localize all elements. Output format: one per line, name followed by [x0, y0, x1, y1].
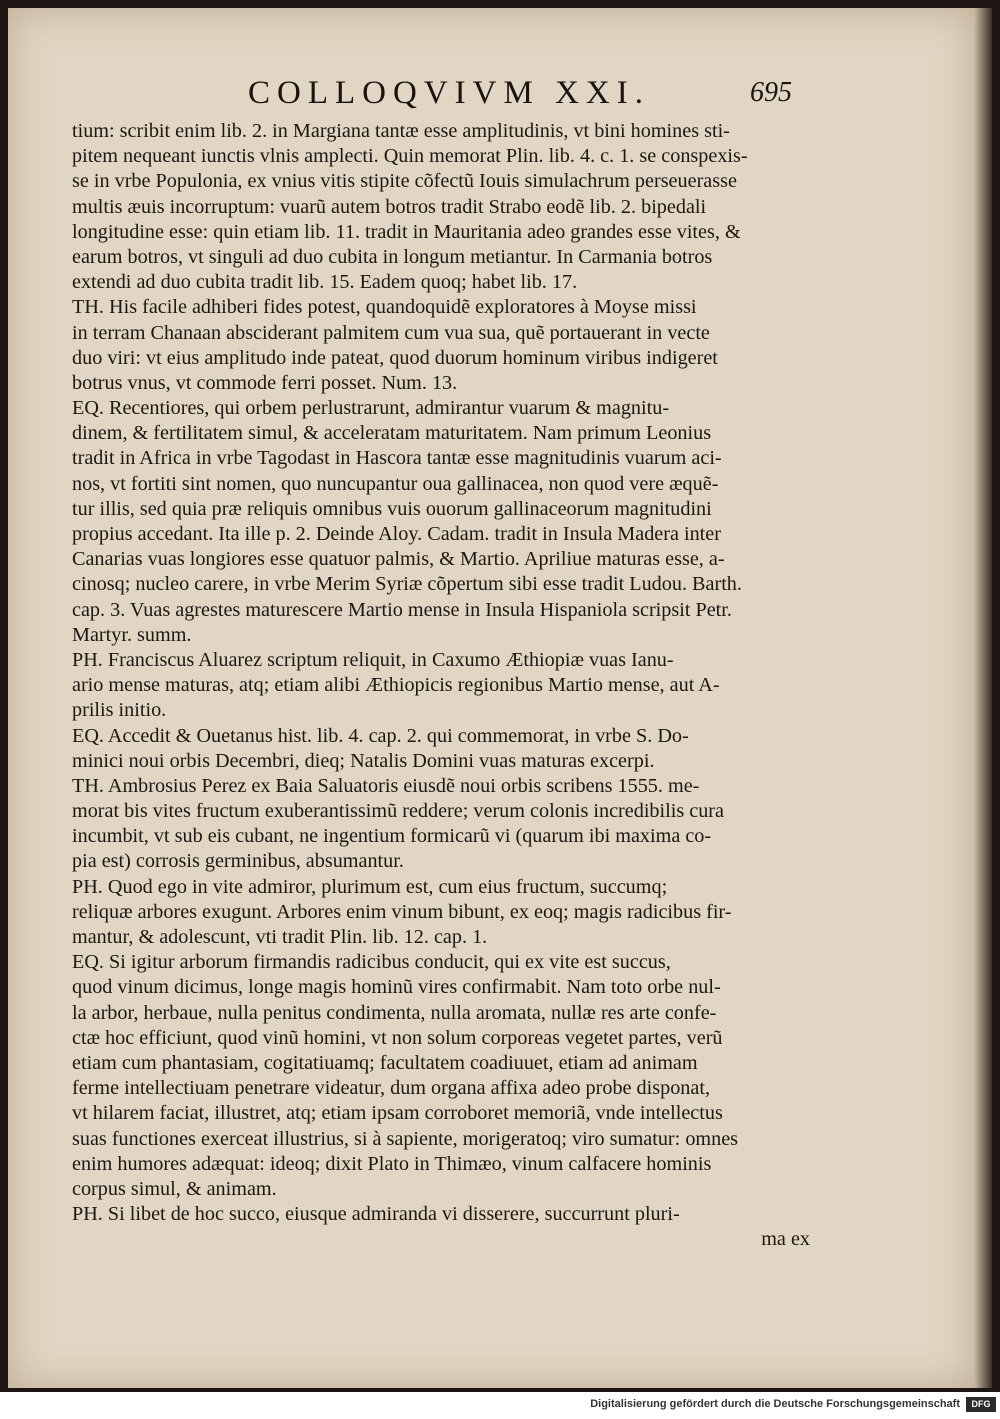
text-line: dinem, & fertilitatem simul, & acceleratam maturitatem. Nam primum Leonius: [72, 422, 712, 445]
text-line: ario mense maturas, atq; etiam alibi Æthiopicis regionibus Martio mense, aut A-: [72, 674, 720, 697]
text-line: EQ. Si igitur arborum firmandis radicibus conducit, qui ex vite est succus,: [72, 951, 671, 974]
page-header: [248, 75, 808, 119]
text-line: ferme intellectiuam penetrare videatur, dum organa affixa adeo probe disponat,: [72, 1077, 711, 1100]
text-line: reliquæ arbores exugunt. Arbores enim vinum bibunt, ex eoq; magis radicibus fir-: [72, 900, 732, 923]
body-text: [72, 119, 810, 1252]
text-line: etiam cum phantasiam, cogitatiuamq; facultatem coadiuuet, etiam ad animam: [72, 1051, 698, 1074]
text-line: TH. His facile adhiberi fides potest, quandoquidẽ exploratores à Moyse missi: [72, 296, 697, 319]
dfg-logo-icon: DFG: [966, 1397, 996, 1412]
text-line: EQ. Recentiores, qui orbem perlustrarunt, admirantur vuarum & magnitu-: [72, 397, 670, 420]
running-head: COLLOQVIVM XXI.: [248, 75, 650, 111]
text-line: la arbor, herbaue, nulla penitus condimenta, nulla aromata, nullæ res arte confe-: [72, 1001, 717, 1024]
text-line: pitem nequeant iunctis vlnis amplecti. Quin memorat Plin. lib. 4. c. 1. se conspexis-: [72, 145, 748, 168]
page-number: 695: [750, 77, 792, 108]
text-line: propius accedant. Ita ille p. 2. Deinde Aloy. Cadam. tradit in Insula Madera inter: [72, 523, 721, 545]
text-line: tium: scribit enim lib. 2. in Margiana tantæ esse amplitudinis, vt bini homines sti-: [72, 120, 730, 142]
text-line: vt hilarem faciat, illustret, atq; etiam ipsam corroboret memoriã, vnde intellectus: [72, 1102, 723, 1125]
text-line: nos, vt fortiti sint nomen, quo nuncupantur oua gallinacea, non quod vere æquẽ-: [72, 472, 719, 495]
text-line: minici noui orbis Decembri, dieq; Natalis Domini vuas maturas excerpi.: [72, 749, 655, 772]
text-line: botrus vnus, vt commode ferri posset. Num. 13.: [72, 371, 458, 394]
text-line: cap. 3. Vuas agrestes maturescere Martio mense in Insula Hispaniola scripsit Petr.: [72, 598, 732, 621]
text-line: Martyr. summ.: [72, 623, 192, 646]
text-line: EQ. Accedit & Ouetanus hist. lib. 4. cap. 2. qui commemorat, in vrbe S. Do-: [72, 724, 689, 747]
text-line: earum botros, vt singuli ad duo cubita in longum metiantur. In Carmania botros: [72, 245, 713, 268]
text-line: multis æuis incorruptum: vuarũ autem botros tradit Strabo eodẽ lib. 2. bipedali: [72, 195, 707, 218]
text-line: cinosq; nucleo carere, in vrbe Merim Syriæ cõpertum sibi esse tradit Ludou. Barth.: [72, 573, 742, 596]
text-line: morat bis vites fructum exuberantissimũ reddere; verum colonis incredibilis cura: [72, 800, 724, 823]
text-line: tradit in Africa in vrbe Tagodast in Hascora tantæ esse magnitudinis vuarum aci-: [72, 447, 722, 470]
text-line: PH. Si libet de hoc succo, eiusque admiranda vi disserere, succurrunt pluri-: [72, 1203, 680, 1226]
text-line: duo viri: vt eius amplitudo inde pateat, quod duorum hominum viribus indigeret: [72, 346, 718, 369]
text-line: in terram Chanaan absciderant palmitem cum vua sua, quẽ portauerant in vecte: [72, 321, 710, 344]
text-line: longitudine esse: quin etiam lib. 11. tradit in Mauritania adeo grandes esse vites, &: [72, 220, 741, 243]
text-line: se in vrbe Populonia, ex vnius vitis stipite cõfectũ Iouis simulachrum perseuerasse: [72, 170, 737, 193]
text-line: Canarias vuas longiores esse quatuor palmis, & Martio. Apriliue maturas esse, a-: [72, 548, 725, 571]
text-line: tur illis, sed quia præ reliquis omnibus vuis ouorum gallinaceorum magnitudini: [72, 497, 712, 520]
text-line: mantur, & adolescunt, vti tradit Plin. lib. 12. cap. 1.: [72, 926, 488, 948]
text-line: incumbit, vt sub eis cubant, ne ingentium formicarũ vi (quarum ibi maxima co-: [72, 825, 712, 848]
text-line: quod vinum dicimus, longe magis hominũ vires confirmabit. Nam toto orbe nul-: [72, 976, 721, 999]
text-line: extendi ad duo cubita tradit lib. 15. Eadem quoq; habet lib. 17.: [72, 271, 578, 294]
text-line: PH. Franciscus Aluarez scriptum reliquit, in Caxumo Æthiopiæ vuas Ianu-: [72, 648, 674, 671]
text-line: enim humores adæquat: ideoq; dixit Plato in Thimæo, vinum calfacere hominis: [72, 1152, 712, 1175]
text-line: PH. Quod ego in vite admiror, plurimum est, cum eius fructum, succumq;: [72, 875, 668, 898]
text-line: pia est) corrosis germinibus, absumantur.: [72, 850, 404, 873]
text-line: suas functiones exerceat illustrius, si à sapiente, morigeratoq; viro sumatur: omnes: [72, 1127, 739, 1150]
text-line: ctæ hoc efficiunt, quod vinũ homini, vt non solum corporeas vegetet partes, verũ: [72, 1026, 723, 1049]
text-line: prilis initio.: [72, 699, 167, 722]
catchword: ma ex: [761, 1228, 810, 1251]
footer-credit: Digitalisierung gefördert durch die Deutsche Forschungsgemeinschaft: [590, 1398, 960, 1410]
text-line: corpus simul, & animam.: [72, 1177, 277, 1200]
text-line: TH. Ambrosius Perez ex Baia Saluatoris eiusdẽ noui orbis scribens 1555. me-: [72, 774, 700, 797]
book-edge: [974, 8, 992, 1388]
